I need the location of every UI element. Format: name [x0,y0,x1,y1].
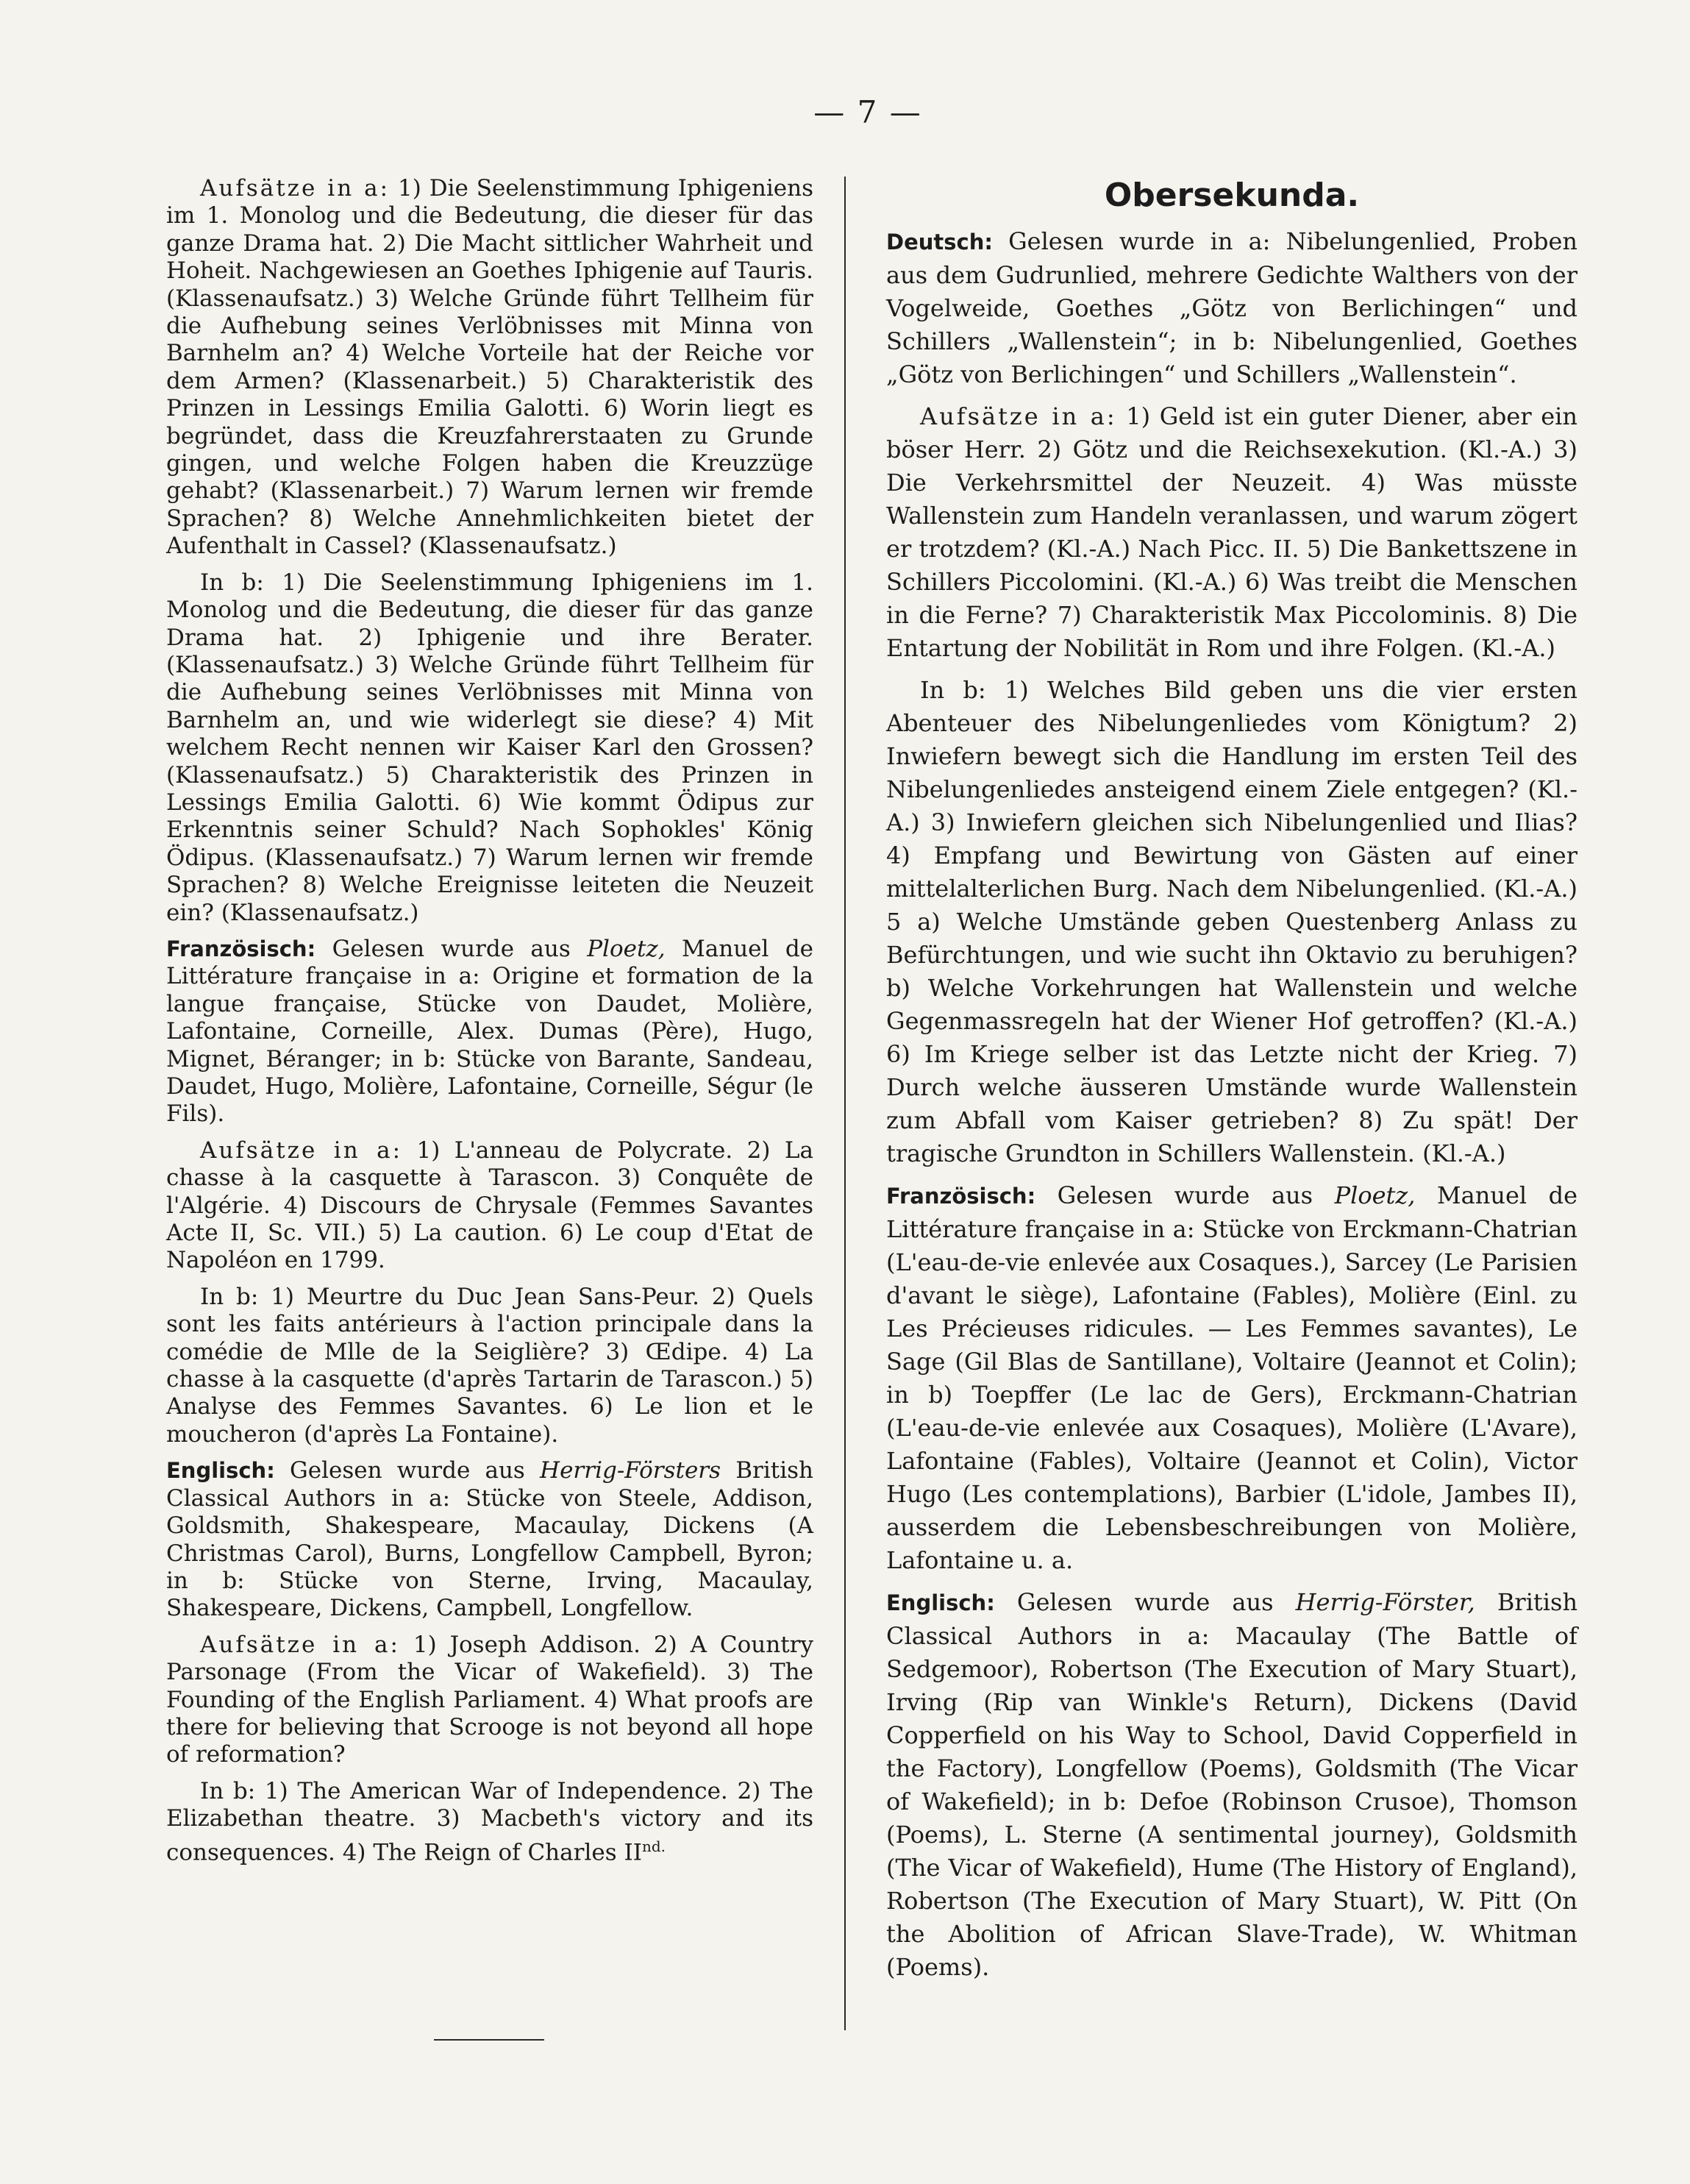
deutsch-section [886,225,1577,391]
deutsch-text: Gelesen wurde in a: Nibelungenlied, Proben aus dem Gudrunlied, mehrere Gedichte Walthers von der Vogelweide, Goethes „Götz von Berlichingen“ und Schillers „Wallenstein“; in b: Nibelungenlied, Goethes „Götz von Berlichingen“ und Schillers „Wallenstein“. [886,227,1577,388]
engl-aufs-b-sup: nd. [641,1837,666,1855]
section-heading: Obersekunda. [1104,177,1360,214]
right-aufsaetze-b: In b: 1) Welches Bild geben uns die vier ersten Abenteuer des Nibelungenliedes vom Königtum? 2) Inwiefern bewegt sich die Handlung im ersten Teil des Nibelungenliedes ansteigend einem Ziele entgegen? (Kl.-A.) 3) Inwiefern gleichen sich Nibelungenlied und Ilias? 4) Empfang und Bewirtung von Gästen auf einer mittelalterlichen Burg. Nach dem Nibelungenlied. (Kl.-A.) 5 a) Welche Umstände geben Questenberg Anlass zu Befürchtungen, und wie sucht ihn Oktavio zu beruhigen? b) Welche Vorkehrungen hat Wallenstein und welche Gegenmassregeln hat der Wiener Hof getroffen? (Kl.-A.) 6) Im Kriege selber ist das Letzte nicht der Krieg. 7) Durch welche äusseren Umstände wurde Wallenstein zum Abfall vom Kaiser getrieben? 8) Zu spät! Der tragische Grundton in Schillers Wallenstein. (Kl.-A.) [886,676,1577,1167]
deutsch-label: Deutsch: [886,230,993,255]
englisch-aufsaetze-a [166,1632,813,1769]
right-franz-label: Französisch: [886,1184,1036,1209]
right-engl-label: Englisch: [886,1590,995,1615]
right-engl-pre: Gelesen wurde aus [1016,1588,1274,1616]
column-divider [844,177,846,2030]
right-aufsaetze-a [886,400,1577,665]
page-number: — 7 — [813,94,922,130]
englisch-book: Herrig-Försters [540,1457,721,1484]
right-engl-book: Herrig-Förster, [1295,1588,1475,1616]
deutsch-aufsaetze-b: In b: 1) Die Seelenstimmung Iphigeniens im 1. Monolog und die Bedeutung, die dieser für das ganze Drama hat. 2) Iphigenie und ihre Berater. (Klassenaufsatz.) 3) Welche Gründe führt Tellheim für die Aufhebung seines Verlöbnisses mit Minna von Barnhelm an, und wie widerlegt sie diese? 4) Mit welchem Recht nennen wir Kaiser Karl den Grossen? (Klassenaufsatz.) 5) Charakteristik des Prinzen in Lessings Emilia Galotti. 6) Wie kommt Ödipus zur Erkenntnis seiner Schuld? Nach Sophokles' König Ödipus. (Klassenaufsatz.) 7) Warum lernen wir fremde Sprachen? 8) Welche Ereignisse leiteten die Neuzeit ein? (Klassenaufsatz.) [166,569,813,926]
franzoesisch-pre: Gelesen wurde aus [332,935,571,962]
right-franz-book: Ploetz, [1334,1181,1416,1209]
franz-aufs-a-label: Aufsätze in a: [200,1137,403,1164]
right-franz-text: Manuel de Littérature française in a: Stücke von Erckmann-Chatrian (L'eau-de-vie enlevée aux Cosaques.), Sarcey (Le Parisien d'avant le siège), Lafontaine (Fables), Molière (Einl. zu Les Précieuses ridicules. — Les Femmes savantes), Le Sage (Gil Blas de Santillane), Voltaire (Jeannot et Colin); in b) Toepffer (Le lac de Gers), Erckmann-Chatrian (L'eau-de-vie enlevée aux Cosaques), Molière (L'Avare), Lafontaine (Fables), Voltaire (Jeannot et Colin), Victor Hugo (Les contemplations), Barbier (L'idole, Jambes II), ausserdem die Lebensbeschreibungen von Molière, Lafontaine u. a. [886,1181,1578,1574]
right-franz-pre: Gelesen wurde aus [1057,1181,1313,1209]
franzoesisch-section [166,936,813,1128]
franzoesisch-aufsaetze-b: In b: 1) Meurtre du Duc Jean Sans-Peur. 2) Quels sont les faits antérieurs à l'action principale dans la comédie de Mlle de la Seiglière? 3) Œdipe. 4) La chasse à la casquette (d'après Tartarin de Tarascon.) 5) Analyse des Femmes Savantes. 6) Le lion et le moucheron (d'après La Fontaine). [166,1283,813,1448]
englisch-pre: Gelesen wurde aus [290,1457,525,1484]
right-engl-text: British Classical Authors in a: Macaulay (The Battle of Sedgemoor), Robertson (The Execution of Mary Stuart), Irving (Rip van Winkle's Return), Dickens (David Copperfield on his Way to School, David Copperfield in the Factory), Longfellow (Poems), Goldsmith (The Vicar of Wakefield); in b: Defoe (Robinson Crusoe), Thomson (Poems), L. Sterne (A sentimental journey), Goldsmith (The Vicar of Wakefield), Hume (The History of England), Robertson (The Execution of Mary Stuart), W. Pitt (On the Abolition of African Slave-Trade), W. Whitman (Poems). [886,1588,1578,1981]
engl-aufs-b-text: In b: 1) The American War of Independence. 2) The Elizabethan theatre. 3) Macbeth's victory and its consequences. 4) The Reign of Charles II [166,1777,813,1865]
right-column [886,175,1577,1993]
deutsch-aufsaetze-a [166,175,813,561]
engl-aufs-a-text: 1) Joseph Addison. 2) A Country Parsonage (From the Vicar of Wakefield). 3) The Founding of the English Parliament. 4) What proofs are there for believing that Scrooge is not beyond all hope of reformation? [166,1631,813,1768]
right-aufs-a-label: Aufsätze in a: [920,402,1117,430]
engl-aufs-a-label: Aufsätze in a: [200,1631,400,1658]
footnote-rule [434,2039,544,2041]
englisch-aufsaetze-b [166,1778,813,1867]
aufsaetze-a-text: 1) Die Seelenstimmung Iphigeniens im 1. Monolog und die Bedeutung, die dieser für das ganze Drama hat. 2) Die Macht sittlicher Wahrheit und Hoheit. Nachgewiesen an Goethes Iphigenie auf Tauris. (Klassenaufsatz.) 3) Welche Gründe führt Tellheim für die Aufhebung seines Verlöbnisses mit Minna von Barnhelm an? 4) Welche Vorteile hat der Reiche vor dem Armen? (Klassenarbeit.) 5) Charakteristik des Prinzen in Lessings Emilia Galotti. 6) Worin liegt es begründet, dass die Kreuzfahrerstaaten zu Grunde gingen, und welche Folgen haben die Kreuzzüge gehabt? (Klassenarbeit.) 7) Warum lernen wir fremde Sprachen? 8) Welche Annehmlichkeiten bietet der Aufenthalt in Cassel? (Klassenaufsatz.) [166,175,813,560]
right-aufs-a-text: 1) Geld ist ein guter Diener, aber ein böser Herr. 2) Götz und die Reichsexekution. (Kl.-A.) 3) Die Verkehrsmittel der Neuzeit. 4) Was müsste Wallenstein zum Handeln veranlassen, und warum zögert er trotzdem? (Kl.-A.) Nach Picc. II. 5) Die Bankettszene in Schillers Piccolomini. (Kl.-A.) 6) Was treibt die Menschen in die Ferne? 7) Charakteristik Max Piccolominis. 8) Die Entartung der Nobilität in Rom und ihre Folgen. (Kl.-A.) [886,402,1578,662]
franzoesisch-book: Ploetz, [587,935,666,962]
franzoesisch-label: Französisch: [166,936,316,961]
left-column [166,175,813,1875]
englisch-section [166,1457,813,1622]
right-franzoesisch-section [886,1179,1577,1577]
aufsaetze-a-label: Aufsätze in a: [200,175,391,202]
englisch-label: Englisch: [166,1458,275,1484]
franzoesisch-text: Manuel de Littérature française in a: Origine et formation de la langue française, Stücke von Daudet, Molière, Lafontaine, Corneille, Alex. Dumas (Père), Hugo, Mignet, Béranger; in b: Stücke von Barante, Sandeau, Daudet, Hugo, Molière, Lafontaine, Corneille, Ségur (le Fils). [166,935,814,1128]
franzoesisch-aufsaetze-a [166,1137,813,1275]
englisch-text: British Classical Authors in a: Stücke von Steele, Addison, Goldsmith, Shakespeare, Macaulay, Dickens (A Christmas Carol), Burns, Longfellow Campbell, Byron; in b: Stücke von Sterne, Irving, Macaulay, Shakespeare, Dickens, Campbell, Longfellow. [166,1457,814,1622]
right-englisch-section [886,1586,1577,1984]
franz-aufs-a-text: 1) L'anneau de Polycrate. 2) La chasse à la casquette à Tarascon. 3) Conquête de l'Algérie. 4) Discours de Chrysale (Femmes Savantes Acte II, Sc. VII.) 5) La caution. 6) Le coup d'Etat de Napoléon en 1799. [166,1137,813,1274]
